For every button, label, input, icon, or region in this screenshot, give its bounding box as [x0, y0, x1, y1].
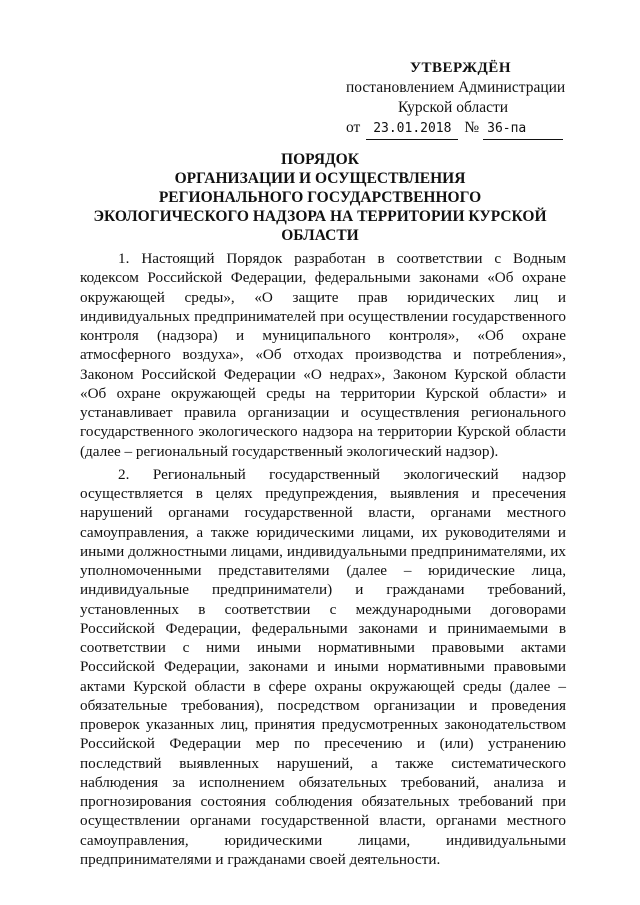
document-body — [80, 249, 566, 873]
paragraph-1: 1. Настоящий Порядок разработан в соответствии с Водным кодексом Российской Федерации, федеральными законами «Об охране окружающей среды», «О защите прав юридических лиц и индивидуальных предпринимателей при осуществлении государственного контроля (надзора) и муниципального контроля», «Об охране атмосферного воздуха», «Об отходах производства и потребления», Законом Российской Федерации «О недрах», Законом Курской области «Об охране окружающей среды на территории Курской области» и устанавливает правила организации и осуществления регионального государственного экологического надзора на территории Курской области (далее – региональный государственный экологический надзор). — [80, 250, 566, 460]
approval-date-row — [346, 118, 576, 140]
title-line: ПОРЯДОК — [281, 151, 359, 168]
title-line: ОРГАНИЗАЦИИ И ОСУЩЕСТВЛЕНИЯ — [174, 170, 466, 187]
title-line: ЭКОЛОГИЧЕСКОГО НАДЗОРА НА ТЕРРИТОРИИ КУРСКОЙ — [93, 208, 547, 225]
approval-region: Курской области — [398, 99, 509, 116]
approval-stamp: УТВЕРЖДЁН — [410, 60, 511, 76]
approval-issuer: постановлением Администрации — [346, 79, 566, 96]
approval-number: 36-па — [483, 119, 563, 140]
paragraph-2: 2. Региональный государственный экологический надзор осуществляется в целях предупреждения, выявления и пресечения нарушений органами государственной власти, органами местного самоуправления, а также юридическими лицами, их руководителями и иными должностными лицами, индивидуальными предпринимателями, их уполномоченными представителями (далее – юридические лица, индивидуальные предприниматели) и гражданами требований, установленных в соответствии с международными договорами Российской Федерации, федеральными законами и принимаемыми в соответствии с ними иными нормативными правовыми актами Российской Федерации, законами и иными нормативными правовыми актами Курской области в сфере охраны окружающей среды (далее – обязательные требования), посредством организации и проведения проверок указанных лиц, принятия предусмотренных законодательством Российской Федерации мер по пресечению и (или) устранению последствий выявленных нарушений, а также систематического наблюдения за исполнением обязательных требований, анализа и прогнозирования состояния соблюдения обязательных требований при осуществлении органами государственной власти, органами местного самоуправления, юридическими лицами, индивидуальными предпринимателями и гражданами своей деятельности. — [80, 465, 566, 868]
title-line: ОБЛАСТИ — [281, 227, 359, 244]
title-line: РЕГИОНАЛЬНОГО ГОСУДАРСТВЕННОГО — [158, 189, 482, 206]
date-prefix: от — [346, 119, 361, 136]
approval-date: 23.01.2018 — [366, 119, 458, 140]
document-title — [70, 150, 570, 245]
number-prefix: № — [464, 119, 480, 136]
approval-block — [346, 58, 576, 140]
